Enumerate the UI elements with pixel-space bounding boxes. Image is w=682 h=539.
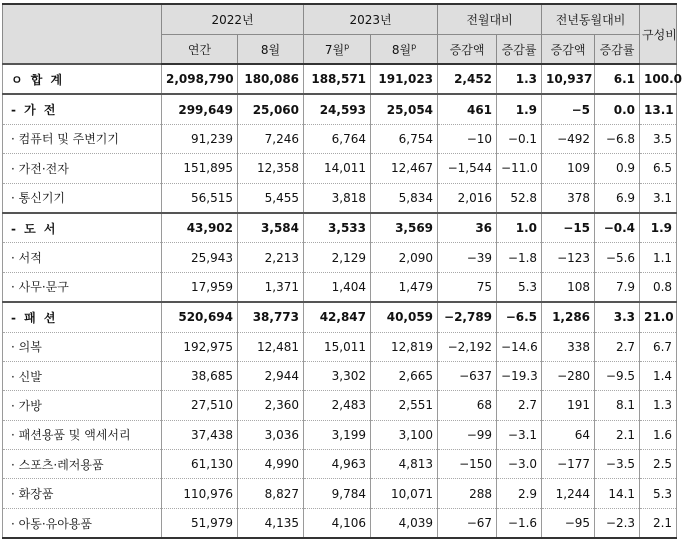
table-row (3, 508, 677, 538)
row-label: · 서적 (3, 243, 162, 272)
cell-jul-2023: 9,784 (304, 479, 371, 508)
cell-mom-diff: 288 (438, 479, 497, 508)
header-month-over-month: 전월대비 (438, 4, 542, 35)
table-row (3, 272, 677, 302)
header-mom-rate: 증감률 (497, 35, 542, 65)
cell-yoy-diff: 378 (542, 183, 595, 213)
cell-mom-diff: −10 (438, 124, 497, 153)
cell-aug-2022: 12,481 (238, 332, 304, 361)
cell-mom-rate: −3.1 (497, 420, 542, 449)
cell-annual-2022: 37,438 (162, 420, 238, 449)
cell-mom-rate: −19.3 (497, 361, 542, 390)
table-row (3, 124, 677, 153)
table-row (3, 479, 677, 508)
row-label: - 가 전 (3, 94, 162, 124)
cell-yoy-rate: −3.5 (595, 450, 640, 479)
table-row (3, 450, 677, 479)
cell-aug-2023: 5,834 (371, 183, 438, 213)
table-row (3, 391, 677, 420)
cell-aug-2023: 2,551 (371, 391, 438, 420)
cell-share: 5.3 (640, 479, 677, 508)
cell-mom-diff: 2,452 (438, 64, 497, 94)
row-label: · 아동·유아용품 (3, 508, 162, 538)
header-yoy-diff: 증감액 (542, 35, 595, 65)
cell-annual-2022: 61,130 (162, 450, 238, 479)
cell-mom-rate: −6.5 (497, 302, 542, 332)
row-label: · 사무·문구 (3, 272, 162, 302)
cell-share: 1.4 (640, 361, 677, 390)
cell-yoy-diff: 109 (542, 154, 595, 183)
cell-jul-2023: 4,963 (304, 450, 371, 479)
cell-mom-diff: −150 (438, 450, 497, 479)
cell-share: 3.5 (640, 124, 677, 153)
cell-aug-2022: 4,135 (238, 508, 304, 538)
cell-aug-2022: 2,213 (238, 243, 304, 272)
cell-aug-2023: 1,479 (371, 272, 438, 302)
cell-yoy-diff: 64 (542, 420, 595, 449)
header-share: 구성비 (640, 4, 677, 64)
table-row (3, 302, 677, 332)
cell-mom-diff: 2,016 (438, 183, 497, 213)
cell-aug-2023: 191,023 (371, 64, 438, 94)
cell-mom-diff: 461 (438, 94, 497, 124)
cell-share: 21.0 (640, 302, 677, 332)
cell-share: 100.0 (640, 64, 677, 94)
cell-yoy-rate: 8.1 (595, 391, 640, 420)
cell-mom-diff: 36 (438, 213, 497, 243)
sales-statistics-table (2, 3, 682, 539)
table-row (3, 183, 677, 213)
cell-mom-rate: 5.3 (497, 272, 542, 302)
cell-aug-2022: 1,371 (238, 272, 304, 302)
row-label: · 의복 (3, 332, 162, 361)
cell-yoy-rate: −0.4 (595, 213, 640, 243)
cell-aug-2022: 180,086 (238, 64, 304, 94)
table-row (3, 361, 677, 390)
cell-yoy-rate: 14.1 (595, 479, 640, 508)
cell-mom-rate: −1.6 (497, 508, 542, 538)
cell-mom-diff: −2,192 (438, 332, 497, 361)
cell-jul-2023: 3,533 (304, 213, 371, 243)
cell-share: 1.1 (640, 243, 677, 272)
cell-annual-2022: 51,979 (162, 508, 238, 538)
cell-annual-2022: 43,902 (162, 213, 238, 243)
cell-aug-2023: 3,569 (371, 213, 438, 243)
table-header (3, 4, 677, 64)
row-label: · 가전·전자 (3, 154, 162, 183)
row-label: · 화장품 (3, 479, 162, 508)
header-jul-2023 (304, 35, 371, 65)
cell-mom-rate: 1.3 (497, 64, 542, 94)
cell-aug-2022: 7,246 (238, 124, 304, 153)
header-year-over-year: 전년동월대비 (542, 4, 640, 35)
cell-annual-2022: 2,098,790 (162, 64, 238, 94)
row-label: · 통신기기 (3, 183, 162, 213)
header-mom-diff: 증감액 (438, 35, 497, 65)
cell-annual-2022: 17,959 (162, 272, 238, 302)
header-corner-cell (3, 4, 162, 64)
preliminary-mark: p (411, 41, 417, 51)
cell-annual-2022: 299,649 (162, 94, 238, 124)
cell-share: 1.6 (640, 420, 677, 449)
cell-mom-rate: 1.0 (497, 213, 542, 243)
cell-yoy-diff: 108 (542, 272, 595, 302)
cell-mom-rate: −1.8 (497, 243, 542, 272)
cell-aug-2023: 40,059 (371, 302, 438, 332)
cell-mom-rate: 52.8 (497, 183, 542, 213)
cell-share: 1.3 (640, 391, 677, 420)
cell-yoy-rate: −2.3 (595, 508, 640, 538)
cell-jul-2023: 15,011 (304, 332, 371, 361)
header-jul-2023-label: 7월 (324, 42, 345, 57)
cell-mom-diff: 68 (438, 391, 497, 420)
cell-mom-diff: −67 (438, 508, 497, 538)
cell-aug-2022: 2,944 (238, 361, 304, 390)
cell-share: 6.5 (640, 154, 677, 183)
cell-aug-2023: 4,813 (371, 450, 438, 479)
cell-jul-2023: 42,847 (304, 302, 371, 332)
cell-aug-2023: 2,090 (371, 243, 438, 272)
cell-yoy-diff: 1,244 (542, 479, 595, 508)
cell-annual-2022: 192,975 (162, 332, 238, 361)
row-label: · 가방 (3, 391, 162, 420)
cell-yoy-diff: −5 (542, 94, 595, 124)
cell-mom-diff: −99 (438, 420, 497, 449)
cell-aug-2022: 3,584 (238, 213, 304, 243)
table-row (3, 332, 677, 361)
header-year-2022: 2022년 (162, 4, 304, 35)
cell-yoy-diff: −123 (542, 243, 595, 272)
cell-aug-2023: 12,467 (371, 154, 438, 183)
cell-yoy-diff: 10,937 (542, 64, 595, 94)
cell-jul-2023: 2,129 (304, 243, 371, 272)
table-row (3, 64, 677, 94)
cell-share: 3.1 (640, 183, 677, 213)
cell-aug-2022: 5,455 (238, 183, 304, 213)
cell-yoy-rate: 6.1 (595, 64, 640, 94)
cell-mom-rate: −11.0 (497, 154, 542, 183)
cell-share: 13.1 (640, 94, 677, 124)
cell-mom-diff: −2,789 (438, 302, 497, 332)
cell-jul-2023: 3,199 (304, 420, 371, 449)
row-label: · 스포츠·레저용품 (3, 450, 162, 479)
row-label: ㅇ 합 계 (3, 64, 162, 94)
cell-jul-2023: 14,011 (304, 154, 371, 183)
cell-aug-2022: 12,358 (238, 154, 304, 183)
cell-share: 2.1 (640, 508, 677, 538)
cell-yoy-rate: −9.5 (595, 361, 640, 390)
cell-yoy-diff: −15 (542, 213, 595, 243)
header-year-2023: 2023년 (304, 4, 438, 35)
cell-mom-rate: −3.0 (497, 450, 542, 479)
row-label: · 컴퓨터 및 주변기기 (3, 124, 162, 153)
cell-mom-rate: 2.7 (497, 391, 542, 420)
table-body (3, 64, 682, 538)
cell-annual-2022: 520,694 (162, 302, 238, 332)
table-row (3, 213, 677, 243)
cell-annual-2022: 25,943 (162, 243, 238, 272)
cell-yoy-diff: 338 (542, 332, 595, 361)
cell-mom-diff: 75 (438, 272, 497, 302)
cell-yoy-rate: 0.0 (595, 94, 640, 124)
preliminary-mark: p (344, 41, 350, 51)
cell-aug-2022: 2,360 (238, 391, 304, 420)
cell-mom-diff: −1,544 (438, 154, 497, 183)
cell-mom-rate: 1.9 (497, 94, 542, 124)
table-row (3, 154, 677, 183)
cell-yoy-rate: 3.3 (595, 302, 640, 332)
header-annual: 연간 (162, 35, 238, 65)
cell-aug-2023: 4,039 (371, 508, 438, 538)
cell-yoy-diff: −177 (542, 450, 595, 479)
row-label: · 패션용품 및 액세서리 (3, 420, 162, 449)
cell-jul-2023: 1,404 (304, 272, 371, 302)
table-row (3, 420, 677, 449)
cell-annual-2022: 56,515 (162, 183, 238, 213)
cell-annual-2022: 27,510 (162, 391, 238, 420)
cell-aug-2023: 10,071 (371, 479, 438, 508)
cell-yoy-diff: 191 (542, 391, 595, 420)
header-aug-2022: 8월 (238, 35, 304, 65)
cell-share: 6.7 (640, 332, 677, 361)
cell-mom-diff: −637 (438, 361, 497, 390)
cell-jul-2023: 3,818 (304, 183, 371, 213)
cell-yoy-diff: −95 (542, 508, 595, 538)
cell-aug-2023: 3,100 (371, 420, 438, 449)
cell-aug-2023: 12,819 (371, 332, 438, 361)
cell-aug-2023: 6,754 (371, 124, 438, 153)
cell-yoy-rate: 2.7 (595, 332, 640, 361)
cell-annual-2022: 91,239 (162, 124, 238, 153)
cell-annual-2022: 38,685 (162, 361, 238, 390)
cell-yoy-rate: −6.8 (595, 124, 640, 153)
cell-mom-rate: 2.9 (497, 479, 542, 508)
cell-jul-2023: 6,764 (304, 124, 371, 153)
cell-annual-2022: 110,976 (162, 479, 238, 508)
cell-yoy-rate: 2.1 (595, 420, 640, 449)
cell-aug-2022: 38,773 (238, 302, 304, 332)
cell-yoy-rate: 0.9 (595, 154, 640, 183)
cell-yoy-rate: 6.9 (595, 183, 640, 213)
cell-share: 0.8 (640, 272, 677, 302)
cell-annual-2022: 151,895 (162, 154, 238, 183)
cell-mom-rate: −0.1 (497, 124, 542, 153)
row-label: - 패 션 (3, 302, 162, 332)
cell-aug-2022: 4,990 (238, 450, 304, 479)
header-aug-2023-label: 8월 (391, 42, 412, 57)
cell-jul-2023: 2,483 (304, 391, 371, 420)
cell-aug-2022: 25,060 (238, 94, 304, 124)
cell-yoy-diff: 1,286 (542, 302, 595, 332)
cell-aug-2022: 3,036 (238, 420, 304, 449)
cell-jul-2023: 188,571 (304, 64, 371, 94)
cell-yoy-rate: −5.6 (595, 243, 640, 272)
row-label: · 신발 (3, 361, 162, 390)
cell-yoy-rate: 7.9 (595, 272, 640, 302)
cell-yoy-diff: −280 (542, 361, 595, 390)
cell-mom-diff: −39 (438, 243, 497, 272)
cell-yoy-diff: −492 (542, 124, 595, 153)
header-yoy-rate: 증감률 (595, 35, 640, 65)
table-row (3, 243, 677, 272)
cell-aug-2023: 25,054 (371, 94, 438, 124)
cell-jul-2023: 24,593 (304, 94, 371, 124)
cell-aug-2023: 2,665 (371, 361, 438, 390)
table-row (3, 94, 677, 124)
cell-aug-2022: 8,827 (238, 479, 304, 508)
cell-share: 2.5 (640, 450, 677, 479)
row-label: - 도 서 (3, 213, 162, 243)
cell-share: 1.9 (640, 213, 677, 243)
cell-jul-2023: 3,302 (304, 361, 371, 390)
cell-jul-2023: 4,106 (304, 508, 371, 538)
cell-mom-rate: −14.6 (497, 332, 542, 361)
header-aug-2023 (371, 35, 438, 65)
